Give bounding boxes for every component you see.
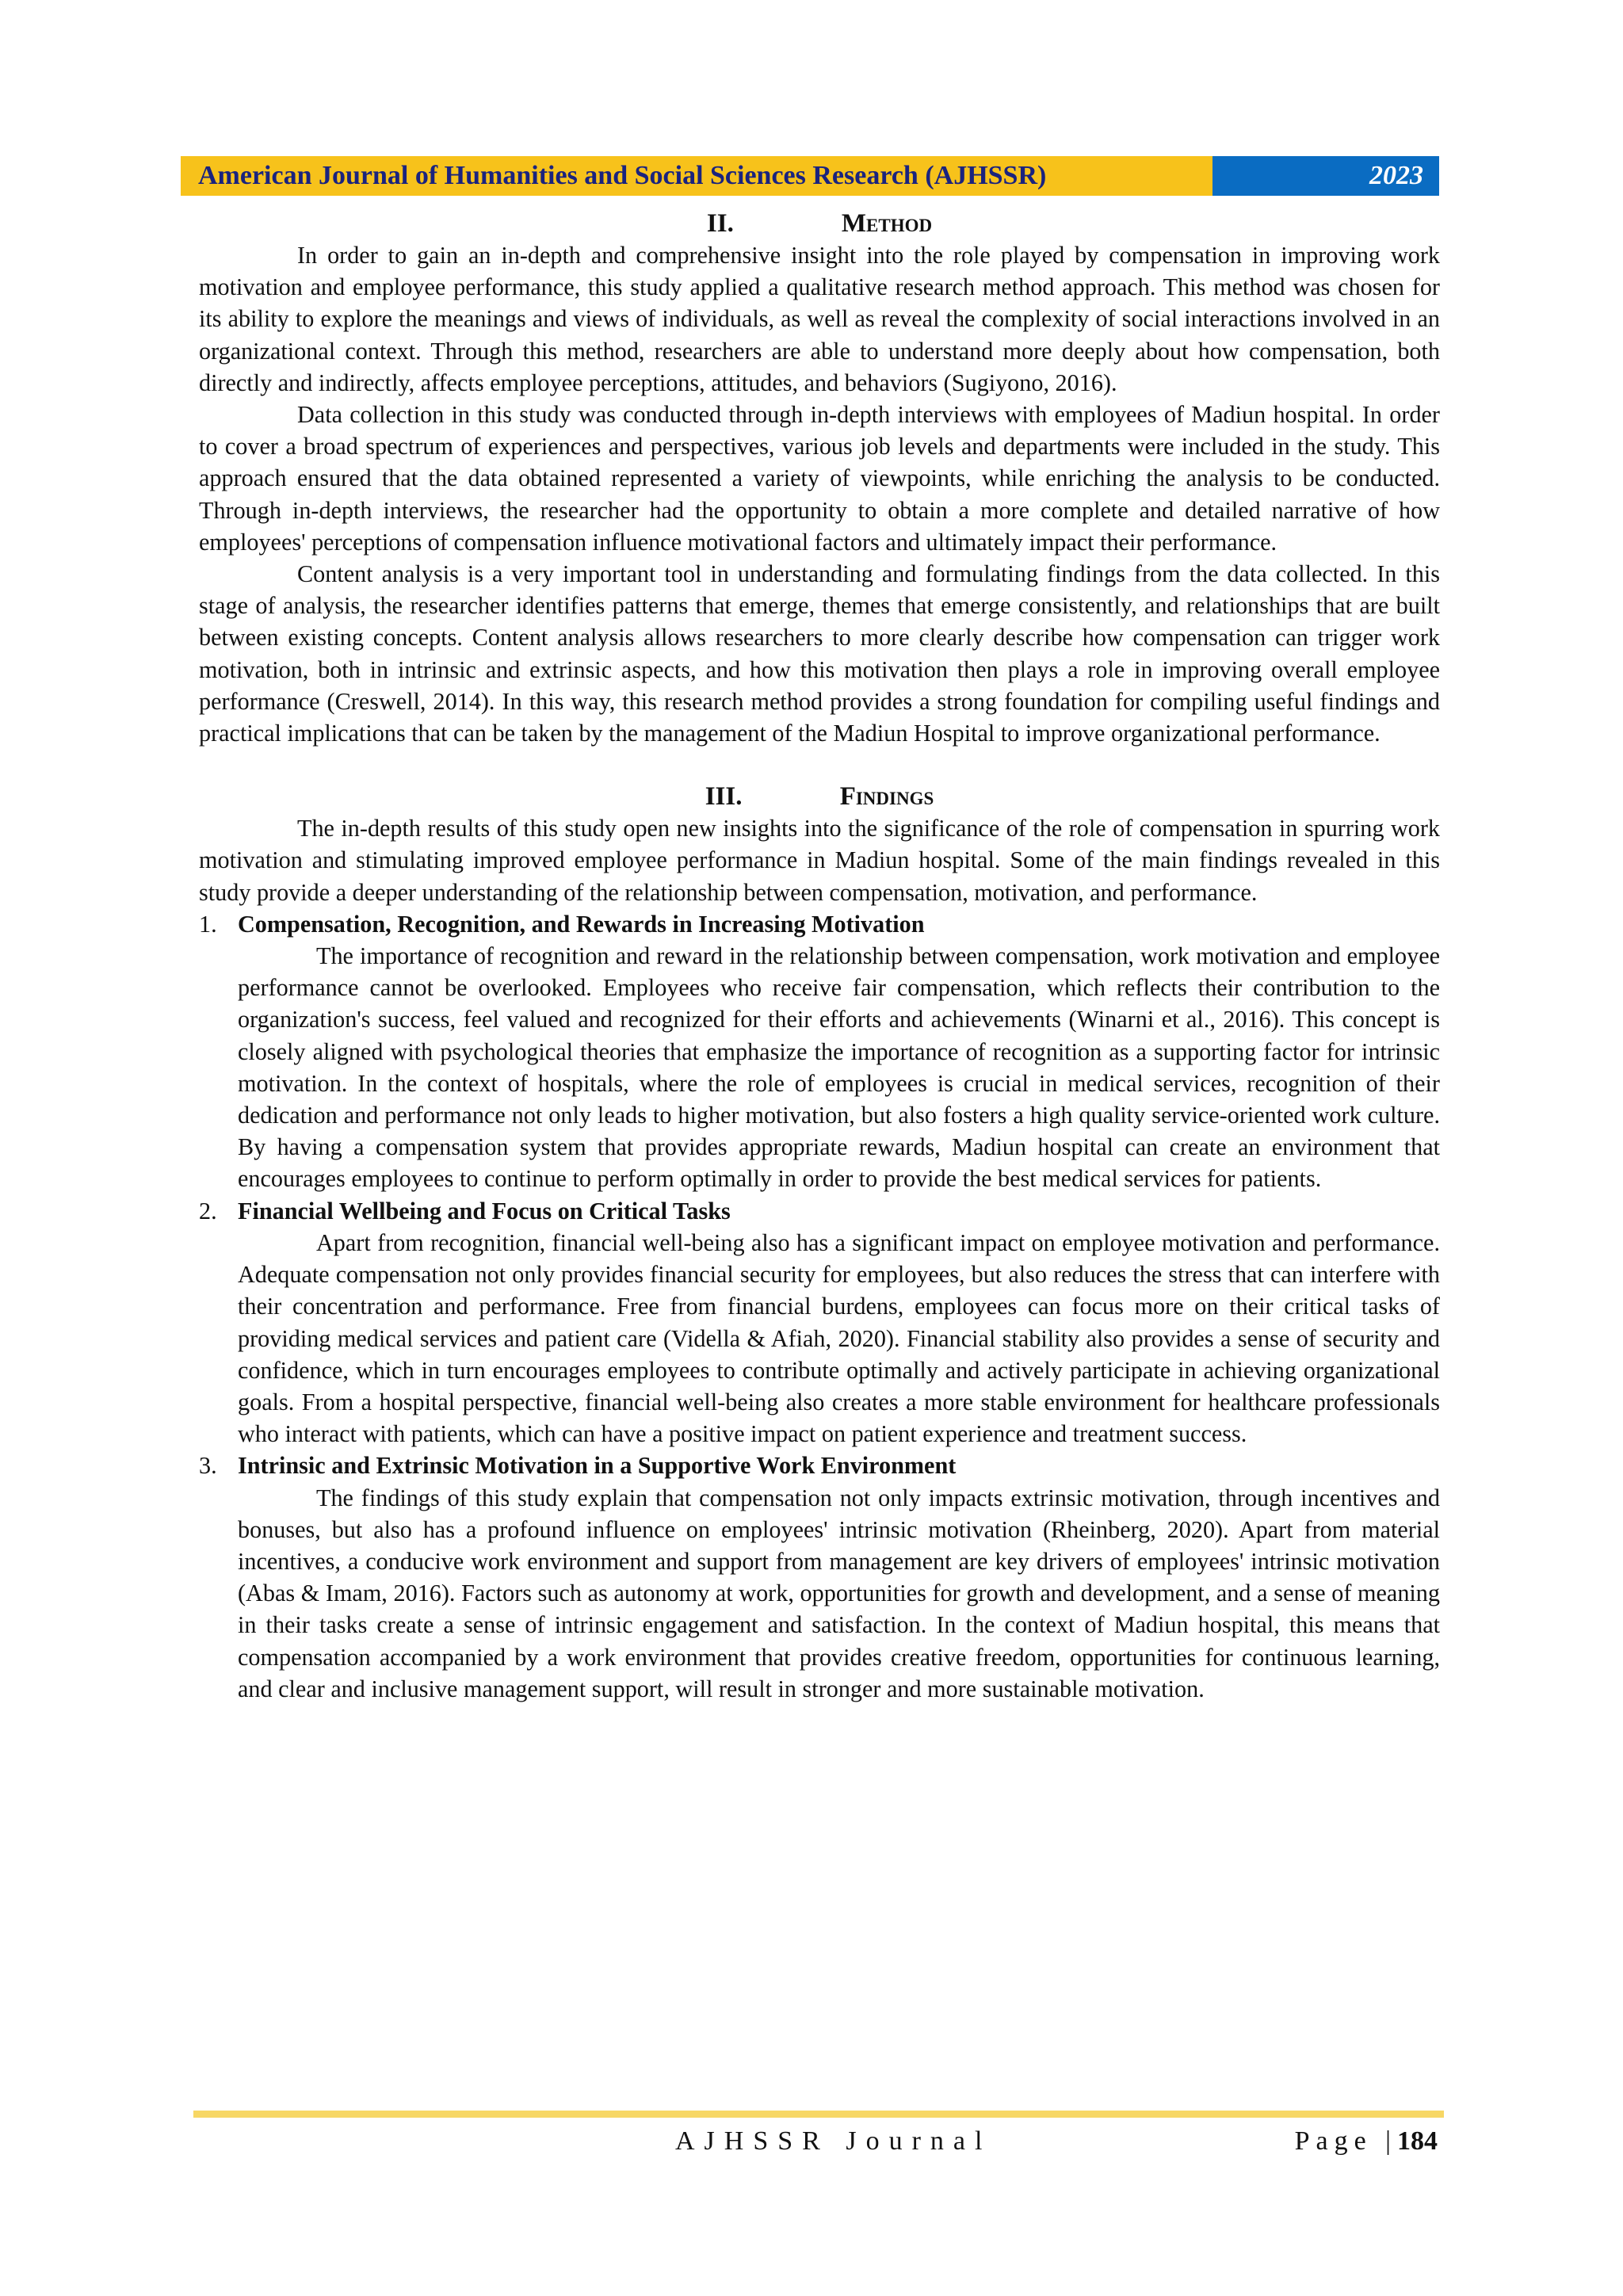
finding-heading: Financial Wellbeing and Focus on Critical Tasks [238, 1197, 731, 1224]
journal-year: 2023 [1212, 156, 1439, 196]
finding-text: The findings of this study explain that compensation not only impacts extrinsic motivation, through incentives and bonuses, but also has a profound influence on employees' intrinsic motivation (Rheinberg, 2020). Apart from material incentives, a conducive work environment and support from management are key drivers of employees' intrinsic motivation (Abas & Imam, 2016). Factors such as autonomy at work, opportunities for growth and development, and a sense of meaning in their tasks create a sense of intrinsic engagement and satisfaction. In the context of Madiun hospital, this means that compensation accompanied by a work environment that provides creative freedom, opportunities for continuous learning, and clear and inclusive management support, will result in stronger and more sustainable motivation. [238, 1484, 1440, 1702]
section-number: II. [706, 209, 734, 238]
journal-title: American Journal of Humanities and Social Sciences Research (AJHSSR) [181, 156, 1212, 196]
page-label: Page | [1294, 2126, 1397, 2156]
paragraph: Data collection in this study was conducted through in-depth interviews with employees of Madiun hospital. In order to cover a broad spectrum of experiences and perspectives, various job levels and departments were included in the study. This approach ensured that the data obtained represented a variety of viewpoints, while enriching the analysis to be conducted. Through in-depth interviews, the researcher had the opportunity to obtain a more complete and detailed narrative of how employees' perceptions of compensation influence motivational factors and ultimately impact their performance. [199, 401, 1440, 556]
journal-header [181, 156, 1439, 196]
finding-text: The importance of recognition and reward in the relationship between compensation, work motivation and employee performance cannot be overlooked. Employees who receive fair compensation, which reflects their contribution to the organization's success, feel valued and recognized for their efforts and achievements (Winarni et al., 2016). This concept is closely aligned with psychological theories that emphasize the importance of recognition as a supporting factor for intrinsic motivation. In the context of hospitals, where the role of employees is crucial in medical services, recognition of their dedication and performance not only leads to higher motivation, but also fosters a high quality service-oriented work culture. By having a compensation system that provides appropriate rewards, Madiun hospital can create an environment that encourages employees to continue to perform optimally in order to provide the best medical services for patients. [238, 942, 1440, 1193]
section-heading-method [199, 208, 1440, 239]
finding-item [199, 1195, 1440, 1450]
paragraph: In order to gain an in-depth and comprehensive insight into the role played by compensation in improving work motivation and employee performance, this study applied a qualitative research method approach. This method was chosen for its ability to explore the meanings and views of individuals, as well as reveal the complexity of social interactions involved in an organizational context. Through this method, researchers are able to understand more deeply about how compensation, both directly and indirectly, affects employee perceptions, attitudes, and behaviors (Sugiyono, 2016). [199, 242, 1440, 396]
paragraph: Content analysis is a very important tool in understanding and formulating findings from the data collected. In this stage of analysis, the researcher identifies patterns that emerge, themes that emerge consistently, and relationships that are built between existing concepts. Content analysis allows researchers to more clearly describe how compensation can trigger work motivation, both in intrinsic and extrinsic aspects, and how this motivation then plays a role in improving overall employee performance (Creswell, 2014). In this way, this research method provides a strong foundation for compiling useful findings and practical implications that can be taken by the management of the Madiun Hospital to improve organizational performance. [199, 560, 1440, 747]
finding-number: 1. [199, 910, 217, 938]
finding-item [199, 908, 1440, 1195]
footer-page [1295, 2124, 1438, 2159]
section-title: Method [841, 209, 933, 238]
footer-rule [193, 2111, 1444, 2118]
finding-heading: Intrinsic and Extrinsic Motivation in a Supportive Work Environment [238, 1452, 957, 1480]
section-title: Findings [839, 782, 934, 812]
finding-heading: Compensation, Recognition, and Rewards in Increasing Motivation [238, 910, 925, 938]
footer-journal: AJHSSR Journal [675, 2126, 992, 2156]
paragraph: The in-depth results of this study open new insights into the significance of the role of compensation in spurring work motivation and stimulating improved employee performance in Madiun hospital. Some of the main findings revealed in this study provide a deeper understanding of the relationship between compensation, motivation, and performance. [199, 815, 1440, 906]
finding-number: 2. [199, 1197, 217, 1224]
page-number: 184 [1397, 2126, 1438, 2156]
finding-item [199, 1450, 1440, 1705]
section-number: III. [705, 782, 743, 812]
finding-text: Apart from recognition, financial well-being also has a significant impact on employee motivation and performance. Adequate compensation not only provides financial security for employees, but also reduces the stress that can interfere with their concentration and performance. Free from financial burdens, employees can focus more on their critical tasks of providing medical services and patient care (Vidella & Afiah, 2020). Financial stability also provides a sense of security and confidence, which in turn encourages employees to contribute optimally and actively participate in achieving organizational goals. From a hospital perspective, financial well-being also creates a more stable environment for healthcare professionals who interact with patients, which can have a positive impact on patient experience and treatment success. [238, 1228, 1440, 1448]
section-heading-findings [199, 781, 1440, 812]
body-text [199, 208, 1440, 1705]
finding-number: 3. [199, 1452, 217, 1480]
